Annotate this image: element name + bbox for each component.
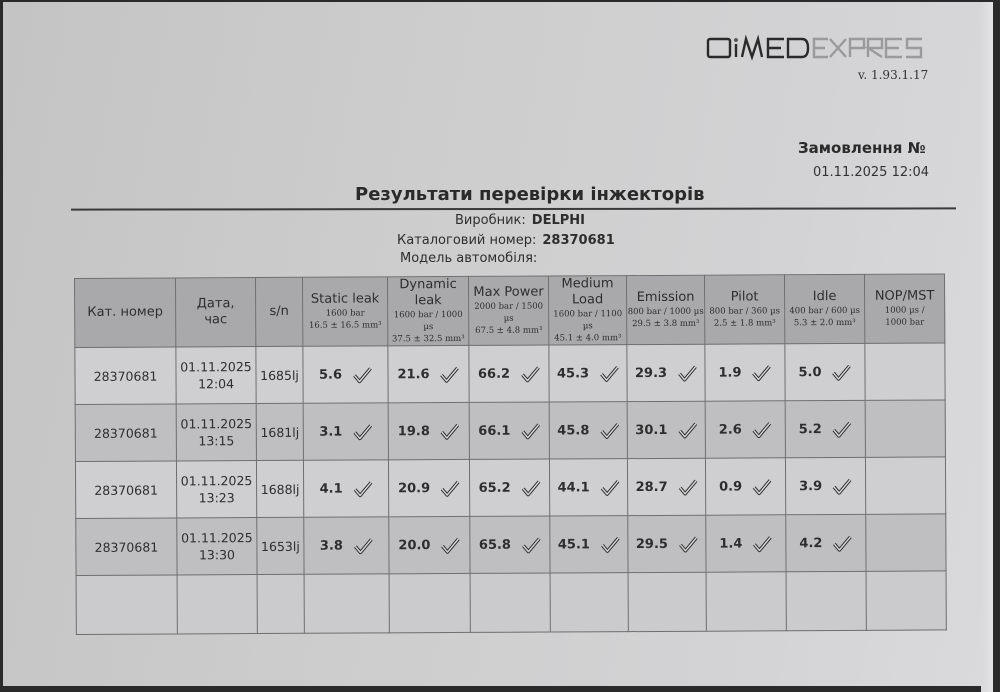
empty-cell: [76, 575, 177, 635]
check-pass-icon: [677, 364, 697, 382]
dimed-express-logo: [706, 34, 926, 62]
cell-pilot: 1.9: [705, 344, 785, 401]
cell-max-power: 65.2: [469, 459, 549, 516]
empty-cell: [706, 572, 786, 631]
cell-dynamic-leak: 21.6: [388, 345, 469, 402]
cell-pilot: 1.4: [706, 515, 786, 572]
vehicle-model-row: [400, 251, 543, 266]
empty-cell: [304, 574, 389, 633]
cell-max-power: 65.8: [470, 516, 550, 573]
check-pass-icon: [832, 477, 852, 495]
check-pass-icon: [600, 535, 620, 553]
empty-cell: [628, 572, 706, 631]
printed-report-sheet: [3, 2, 993, 686]
empty-cell: [550, 573, 628, 632]
cell-idle: 4.2: [786, 514, 866, 571]
check-pass-icon: [752, 534, 772, 552]
cell-static-leak: 3.8: [304, 517, 389, 574]
cell-static-leak: 5.6: [303, 346, 388, 403]
cell-emission: 29.5: [628, 515, 706, 572]
check-pass-icon: [600, 478, 620, 496]
col-header-idle: Idle 400 bar / 600 µs 5.3 ± 2.0 mm³: [784, 274, 864, 343]
table-header-row: [75, 274, 945, 348]
col-header-serial: s/n: [256, 277, 303, 346]
check-pass-icon: [521, 536, 541, 554]
empty-cell: [866, 571, 946, 630]
check-pass-icon: [440, 536, 460, 554]
cell-max-power: 66.1: [469, 402, 549, 459]
cell-nop-mst: [865, 400, 945, 457]
check-pass-icon: [439, 365, 459, 383]
document-title: Результати перевірки інжекторів: [355, 184, 705, 205]
manufacturer-label: Виробник:: [455, 213, 526, 228]
cell-datetime: 01.11.2025 13:23: [176, 461, 256, 518]
cell-nop-mst: [866, 514, 946, 571]
manufacturer-value: DELPHI: [531, 213, 585, 228]
empty-cell: [389, 573, 470, 632]
cell-static-leak: 3.1: [303, 403, 388, 460]
check-pass-icon: [752, 477, 772, 495]
cell-medium-load: 45.1: [550, 516, 628, 573]
app-version: v. 1.93.1.17: [858, 68, 929, 82]
cell-datetime: 01.11.2025 13:30: [177, 518, 257, 575]
cell-emission: 30.1: [627, 401, 705, 458]
check-pass-icon: [677, 421, 697, 439]
col-header-pilot: Pilot 800 bar / 360 µs 2.5 ± 1.8 mm³: [704, 275, 784, 344]
cell-idle: 3.9: [785, 457, 865, 514]
check-pass-icon: [353, 479, 373, 497]
check-pass-icon: [440, 422, 460, 440]
manufacturer-row: [455, 213, 585, 228]
sheet-edge: [981, 2, 993, 692]
col-header-date: Дата, час: [176, 278, 256, 347]
cell-catalog: 28370681: [75, 347, 176, 405]
check-pass-icon: [752, 420, 772, 438]
cell-pilot: 2.6: [705, 401, 785, 458]
col-header-static-leak: Static leak 1600 bar 16.5 ± 16.5 mm³: [302, 277, 387, 346]
check-pass-icon: [678, 478, 698, 496]
check-pass-icon: [599, 421, 619, 439]
cell-datetime: 01.11.2025 13:15: [176, 404, 256, 461]
col-header-catalog: Кат. номер: [75, 278, 176, 348]
col-header-nop-mst: NOP/MST 1000 µs / 1000 bar: [864, 274, 944, 343]
check-pass-icon: [520, 365, 540, 383]
cell-medium-load: 45.3: [549, 345, 627, 402]
cell-catalog: 28370681: [76, 518, 177, 576]
col-header-medium-load: Medium Load 1600 bar / 1100 µs 45.1 ± 4.0 mm³: [548, 276, 626, 345]
cell-max-power: 66.2: [469, 345, 549, 402]
col-header-dynamic-leak: Dynamic leak 1600 bar / 1000 µs 37.5 ± 32.5 mm³: [387, 276, 468, 345]
cell-catalog: 28370681: [75, 404, 176, 462]
table-row: [75, 400, 945, 462]
catalog-number-label: Каталоговий номер:: [397, 233, 537, 248]
empty-cell: [257, 574, 304, 633]
cell-emission: 28.7: [627, 458, 705, 515]
cell-serial: 1685lj: [256, 346, 303, 403]
check-pass-icon: [352, 422, 372, 440]
title-divider: [71, 207, 956, 210]
cell-serial: 1681lj: [256, 403, 303, 460]
check-pass-icon: [751, 363, 771, 381]
cell-pilot: 0.9: [705, 458, 785, 515]
cell-idle: 5.0: [785, 343, 865, 400]
catalog-number-value: 28370681: [542, 233, 615, 248]
check-pass-icon: [520, 422, 540, 440]
check-pass-icon: [353, 536, 373, 554]
cell-dynamic-leak: 19.8: [388, 402, 469, 459]
cell-medium-load: 45.8: [549, 402, 627, 459]
table-row: [76, 514, 946, 576]
cell-nop-mst: [865, 343, 945, 400]
catalog-number-row: [397, 233, 615, 248]
empty-cell: [177, 575, 257, 634]
cell-dynamic-leak: 20.0: [389, 516, 470, 573]
order-number-label: Замовлення №: [798, 139, 926, 157]
table-row: [75, 457, 945, 519]
check-pass-icon: [599, 364, 619, 382]
vehicle-model-label: Модель автомобіля:: [400, 251, 538, 266]
table-row: [75, 343, 945, 405]
check-pass-icon: [521, 479, 541, 497]
empty-cell: [470, 573, 550, 632]
cell-serial: 1653lj: [257, 517, 304, 574]
check-pass-icon: [678, 535, 698, 553]
check-pass-icon: [832, 534, 852, 552]
check-pass-icon: [831, 363, 851, 381]
injector-results-table: [74, 273, 947, 635]
cell-idle: 5.2: [785, 400, 865, 457]
empty-table-row: [76, 571, 946, 635]
cell-static-leak: 4.1: [303, 460, 388, 517]
check-pass-icon: [832, 420, 852, 438]
cell-datetime: 01.11.2025 12:04: [176, 347, 256, 404]
col-header-emission: Emission 800 bar / 1000 µs 29.5 ± 3.8 mm³: [626, 275, 704, 344]
cell-dynamic-leak: 20.9: [388, 459, 469, 516]
cell-medium-load: 44.1: [549, 459, 627, 516]
cell-emission: 29.3: [627, 344, 705, 401]
cell-nop-mst: [865, 457, 945, 514]
cell-catalog: 28370681: [75, 461, 176, 519]
empty-cell: [786, 571, 866, 630]
col-header-max-power: Max Power 2000 bar / 1500 µs 67.5 ± 4.8 mm³: [468, 276, 548, 345]
check-pass-icon: [440, 479, 460, 497]
cell-serial: 1688lj: [256, 460, 303, 517]
check-pass-icon: [352, 365, 372, 383]
order-datetime: 01.11.2025 12:04: [813, 165, 930, 180]
